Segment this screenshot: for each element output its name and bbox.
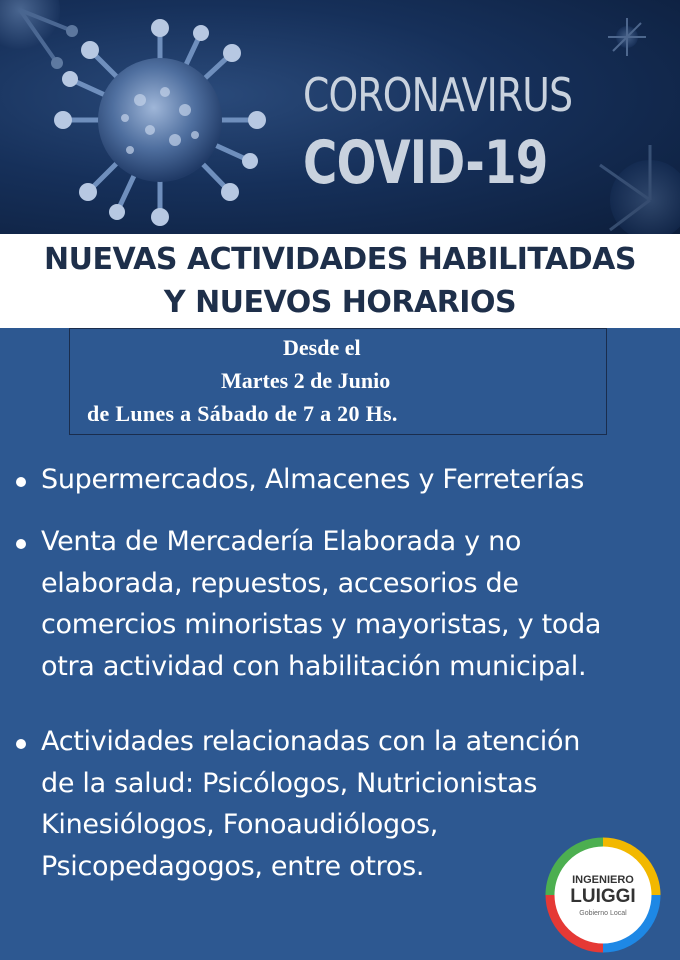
bullet-icon	[16, 477, 26, 487]
banner-subtitle: COVID-19	[303, 128, 548, 198]
schedule-line-3: de Lunes a Sábado de 7 a 20 Hs.	[87, 401, 398, 426]
headline-line-1: NUEVAS ACTIVIDADES HABILITADAS	[44, 242, 636, 277]
covid-banner	[0, 0, 680, 238]
list-item-line: comercios minoristas y mayoristas, y toda	[41, 609, 602, 640]
list-item-line: elaborada, repuestos, accesorios de	[41, 567, 519, 599]
logo-line-2: LUIGGI	[570, 886, 636, 907]
logo-line-1: INGENIERO	[572, 874, 634, 886]
schedule-line-1: Desde el	[283, 335, 361, 360]
banner-title: CORONAVIRUS	[303, 68, 573, 122]
list-item-line: Actividades relacionadas con la atención	[41, 726, 581, 757]
bullet-icon	[16, 739, 26, 749]
list-item-line: Psicopedagogos, entre otros.	[41, 850, 425, 882]
list-item-line: otra actividad con habilitación municipal.	[41, 650, 587, 682]
bullet-icon	[16, 539, 26, 549]
list-item-line: de la salud: Psicólogos, Nutricionistas	[41, 767, 538, 799]
logo-line-3: Gobierno Local	[579, 910, 627, 917]
list-item-line: Venta de Mercadería Elaborada y no	[41, 526, 522, 557]
schedule-box	[69, 328, 607, 435]
list-item-line: Kinesiólogos, Fonoaudiólogos,	[41, 809, 439, 840]
list-item-line: Supermercados, Almacenes y Ferreterías	[41, 464, 584, 495]
municipal-logo	[544, 836, 662, 954]
schedule-line-2: Martes 2 de Junio	[221, 368, 391, 393]
headline-line-2: Y NUEVOS HORARIOS	[163, 285, 517, 320]
headline	[0, 238, 680, 324]
